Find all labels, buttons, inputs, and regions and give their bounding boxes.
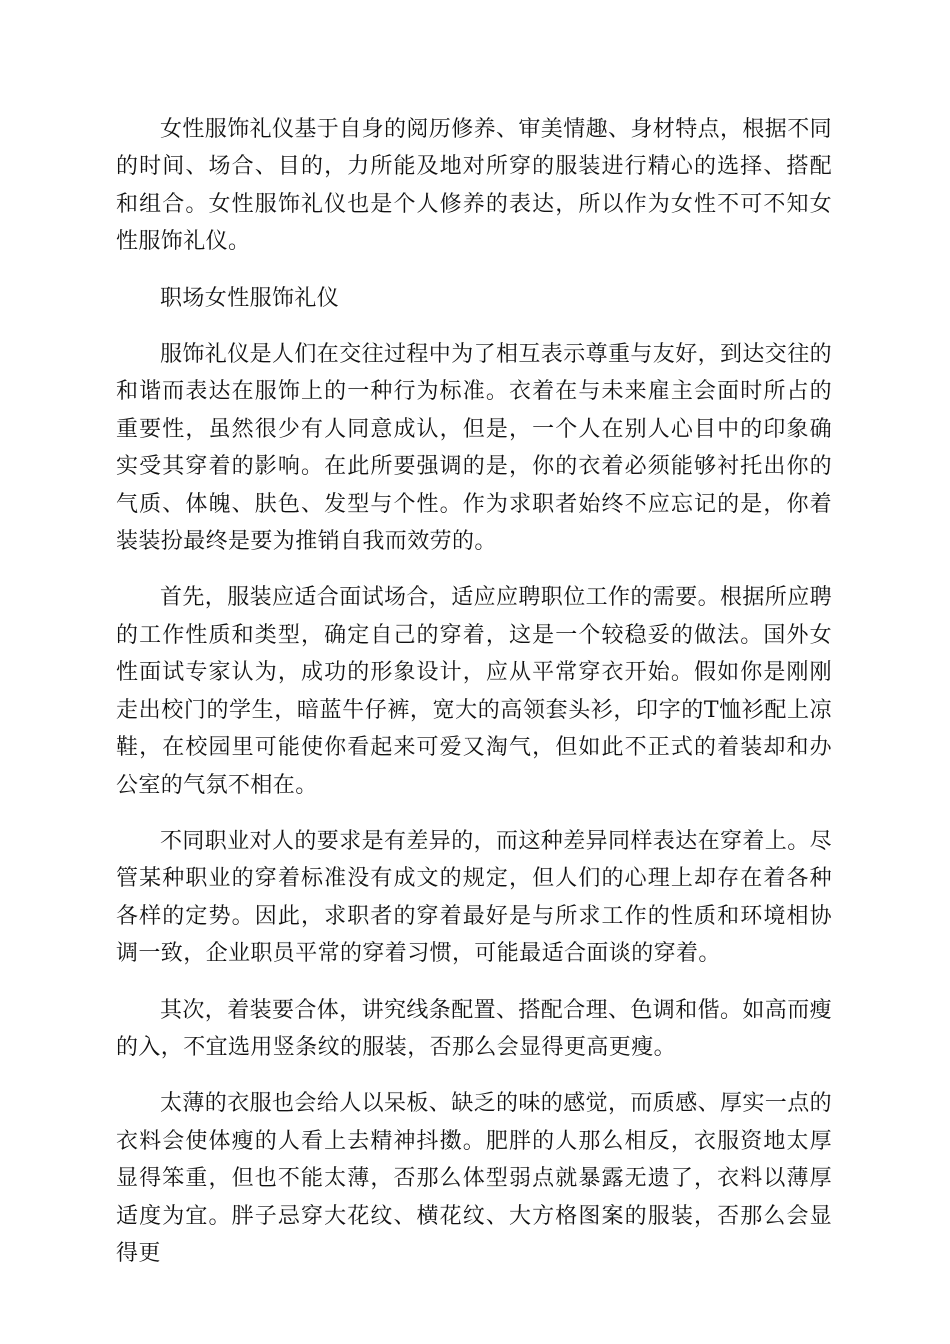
paragraph-second-point: 其次，着装要合体，讲究线条配置、搭配合理、色调和偕。如高而瘦的入，不宜选用竖条纹的服装，否那么会显得更高更瘦。 <box>116 997 833 1060</box>
paragraph-first-point: 首先，服装应适合面试场合，适应应聘职位工作的需要。根据所应聘的工作性质和类型，确定自己的穿着，这是一个较稳妥的做法。国外女性面试专家认为，成功的形象设计，应从平常穿衣开始。假如你是刚刚走出校门的学生，暗蓝牛仔裤，宽大的高领套头衫，印字的T恤衫配上凉鞋，在校园里可能使你看起来可爱又淘气，但如此不正式的着装却和办公室的气氛不相在。 <box>116 585 833 798</box>
paragraph-intro: 女性服饰礼仪基于自身的阅历修养、审美情趣、身材特点，根据不同的时间、场合、目的，力所能及地对所穿的服装进行精心的选择、搭配和组合。女性服饰礼仪也是个人修养的表达，所以作为女性不可不知女性服饰礼仪。 <box>116 117 833 255</box>
paragraph-profession: 不同职业对人的要求是有差异的，而这种差异同样表达在穿着上。尽管某种职业的穿着标准没有成文的规定，但人们的心理上却存在着各种各样的定势。因此，求职者的穿着最好是与所求工作的性质和环境相协调一致，企业职员平常的穿着习惯，可能最适合面谈的穿着。 <box>116 828 833 967</box>
section-heading: 职场女性服饰礼仪 <box>160 285 340 311</box>
paragraph-fabric: 太薄的衣服也会给人以呆板、缺乏的味的感觉，而质感、厚实一点的衣料会使体瘦的人看上去精神抖擞。肥胖的人那么相反，衣服资地太厚显得笨重，但也不能太薄，否那么体型弱点就暴露无遗了，衣料以薄厚适度为宜。胖子忌穿大花纹、横花纹、大方格图案的服装，否那么会显得更 <box>116 1091 833 1266</box>
paragraph-definition: 服饰礼仪是人们在交往过程中为了相互表示尊重与友好，到达交往的和谐而表达在服饰上的一种行为标准。衣着在与未来雇主会面时所占的重要性，虽然很少有人同意成认，但是，一个人在别人心目中的印象确实受其穿着的影响。在此所要强调的是，你的衣着必须能够衬托出你的气质、体魄、肤色、发型与个性。作为求职者始终不应忘记的是，你着装装扮最终是要为推销自我而效劳的。 <box>116 342 833 555</box>
document-page <box>116 111 832 1291</box>
